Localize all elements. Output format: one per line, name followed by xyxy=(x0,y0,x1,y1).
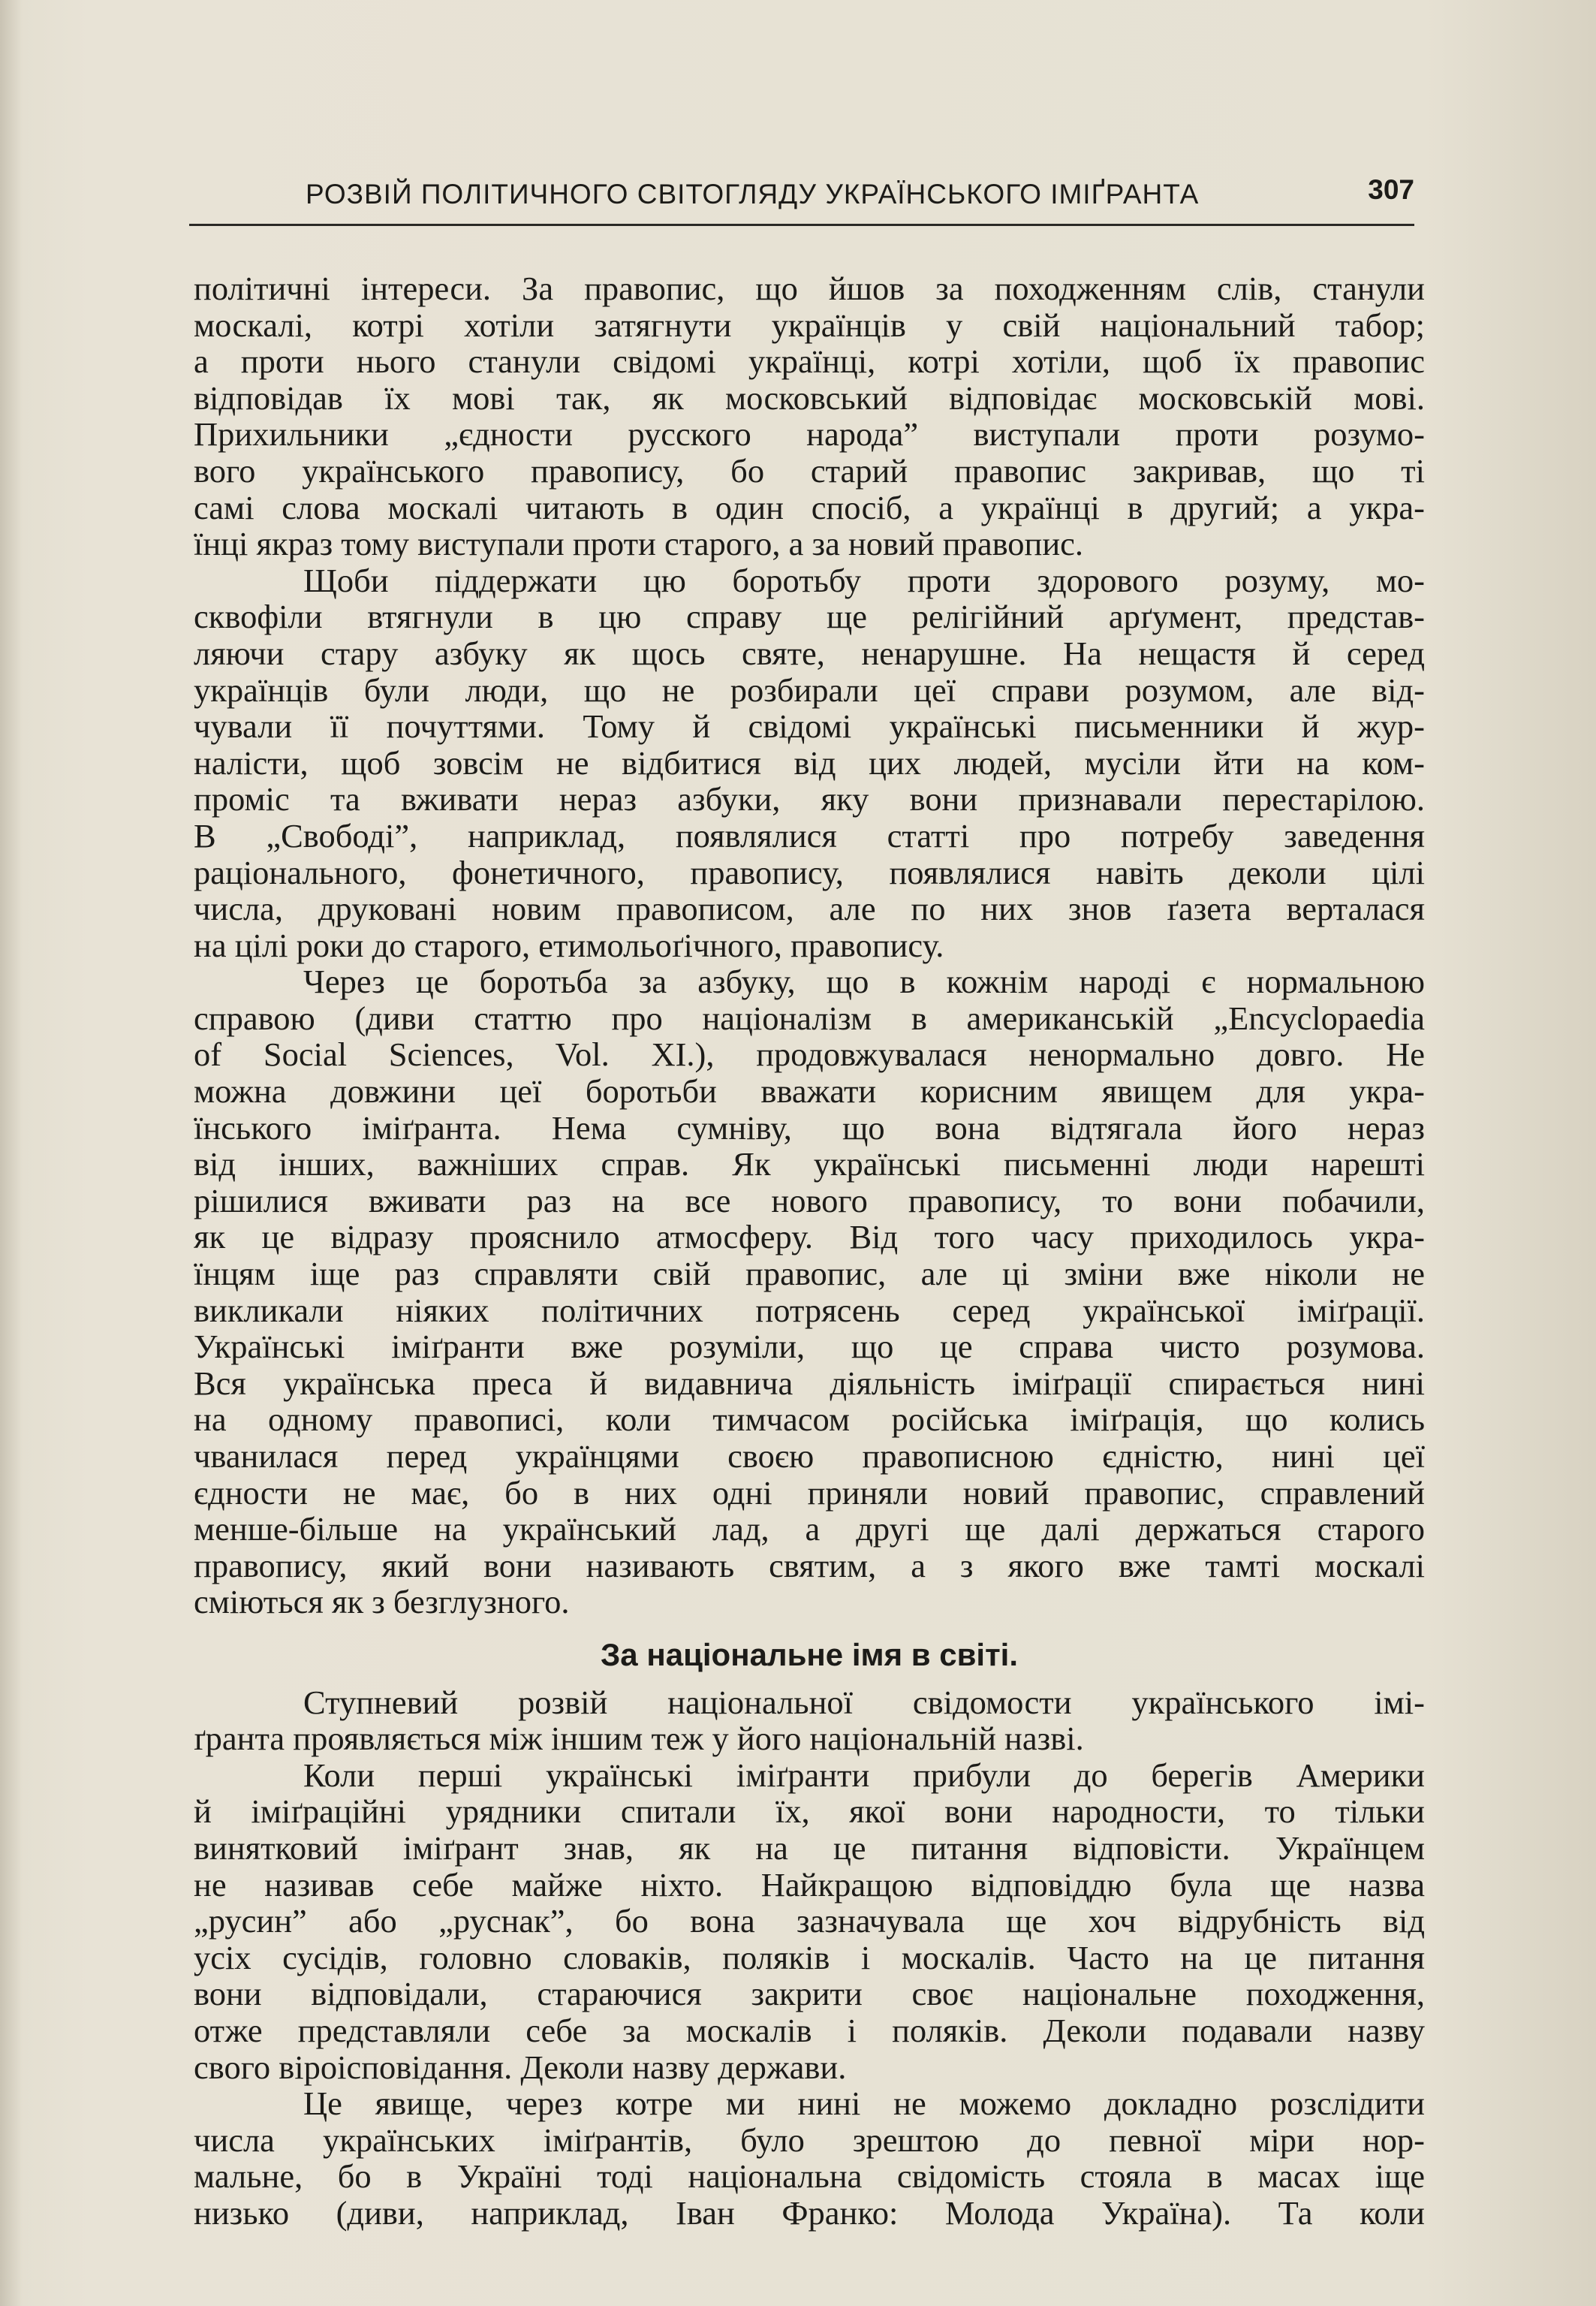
text-line: мальне, бо в Україні тоді національна свідомість стояла в масах іще xyxy=(194,2157,1425,2196)
text-line: політичні інтереси. За правопис, що йшов за походженням слів, станули xyxy=(194,270,1425,307)
text-line: від інших, важніших справ. Як українські письменні люди нарешті xyxy=(194,1145,1425,1183)
text-line: свого віроісповідання. Деколи назву держави. xyxy=(194,2048,847,2086)
text-line: вони відповідали, стараючися закрити своє національне походження, xyxy=(194,1975,1425,2013)
running-title: РОЗВІЙ ПОЛІТИЧНОГО СВІТОГЛЯДУ УКРАЇНСЬКОГО ІМІҐРАНТА xyxy=(306,179,1200,209)
section-heading: За національне імя в світі. xyxy=(601,1636,1018,1672)
text-line: Щоби піддержати цю боротьбу проти здорового розуму, мо- xyxy=(303,561,1425,599)
text-line: вого українського правопису, бо старий правопис закривав, що ті xyxy=(194,451,1425,490)
text-line: Українські іміґранти вже розуміли, що це справа чисто розумова. xyxy=(194,1328,1425,1366)
text-line: В „Свободі”, наприклад, появлялися статті про потребу заведення xyxy=(194,816,1425,855)
text-line: усіх сусідів, головно словаків, поляків і москалів. Часто на це питання xyxy=(194,1938,1425,1976)
text-line: Прихильники „єдности русского народа” виступали проти розумо- xyxy=(194,415,1425,454)
text-line: налісти, щоб зовсім не відбитися від цих людей, мусіли йти на ком- xyxy=(194,743,1425,782)
text-line: викликали ніяких політичних потрясень серед української іміґрації. xyxy=(194,1291,1425,1329)
text-line: можна довжини цеї боротьби вважати корисним явищем для укра- xyxy=(194,1072,1425,1111)
text-line: їнського іміґранта. Нема сумніву, що вона відтягала його нераз xyxy=(194,1108,1425,1147)
text-line: українців були люди, що не розбирали цеї справи розумом, але від- xyxy=(194,671,1425,709)
text-line: чували її почуттями. Тому й свідомі українські письменники й жур- xyxy=(194,707,1425,746)
text-line: сквофіли втягнули в цю справу ще релігійний арґумент, представ- xyxy=(194,598,1425,636)
text-line: проміс та вживати нераз азбуки, яку вони признавали перестарілою. xyxy=(194,780,1425,818)
text-line: їнці якраз тому виступали проти старого, а за новий правопис. xyxy=(194,525,1084,563)
text-line: на одному правописі, коли тимчасом російська іміґрація, що колись xyxy=(194,1400,1425,1439)
text-line: числа українських іміґрантів, було зрештою до певної міри нор- xyxy=(194,2121,1425,2159)
text-line: москалі, котрі хотіли затягнути українців у свій національний табор; xyxy=(194,306,1425,344)
text-line: на цілі роки до старого, етимольоґічного, правопису. xyxy=(194,926,944,964)
text-line: Вся українська преса й видавнича діяльність іміґрації спирається нині xyxy=(194,1364,1425,1402)
text-line: самі слова москалі читають в один спосіб, а українці в другий; а укра- xyxy=(194,488,1425,526)
text-line: винятковий іміґрант знав, як на це питання відповісти. Українцем xyxy=(194,1828,1425,1867)
text-line: низько (диви, наприклад, Іван Франко: Молода Україна). Та коли xyxy=(194,2193,1425,2232)
text-line: „русин” або „руснак”, бо вона зазначувала ще хоч відрубність від xyxy=(194,1902,1425,1940)
text-line: як це відразу прояснило атмосферу. Від того часу приходилось укра- xyxy=(194,1218,1425,1256)
running-header xyxy=(189,173,1414,227)
text-line: Ступневий розвій національної свідомости українського імі- xyxy=(303,1683,1425,1721)
text-line: раціонального, фонетичного, правопису, появлялися навіть деколи цілі xyxy=(194,853,1425,891)
text-line: відповідав їх мові так, як московський відповідає московській мові. xyxy=(194,378,1425,417)
text-line: ляючи стару азбуку як щось святе, ненарушне. На нещастя й серед xyxy=(194,634,1425,672)
text-line: справою (диви статтю про націоналізм в американській „Encyclopaedia xyxy=(194,999,1425,1037)
text-line: ґранта проявляється між іншим теж у його національній назві. xyxy=(194,1720,1084,1758)
text-line: рішилися вживати раз на все нового правопису, то вони побачили, xyxy=(194,1181,1425,1219)
text-line: of Social Sciences, Vol. XI.), продовжувалася ненормально довго. Не xyxy=(194,1035,1425,1074)
text-line: їнцям іще раз справляти свій правопис, але ці зміни вже ніколи не xyxy=(194,1255,1425,1293)
text-line: Через це боротьба за азбуку, що в кожнім народі є нормальною xyxy=(303,963,1425,1001)
text-line: правопису, який вони називають святим, а з якого вже тамті москалі xyxy=(194,1546,1425,1584)
text-line: чванилася перед українцями своєю правописною єдністю, нині цеї xyxy=(194,1437,1425,1475)
text-line: менше-більше на український лад, а другі ще далі держаться старого xyxy=(194,1510,1425,1548)
body-text xyxy=(194,270,1425,2231)
page-number: 307 xyxy=(1368,174,1414,205)
text-line: числа, друковані новим правописом, але по них знов ґазета верталася xyxy=(194,890,1425,928)
text-line: не називав себе майже ніхто. Найкращою відповіддю була ще назва xyxy=(194,1865,1425,1904)
text-line: а проти нього станули свідомі українці, котрі хотіли, щоб їх правопис xyxy=(194,342,1425,381)
text-line: єдности не має, бо в них одні приняли новий правопис, справлений xyxy=(194,1473,1425,1512)
text-line: отже представляли себе за москалів і поляків. Деколи подавали назву xyxy=(194,2011,1425,2049)
header-rule xyxy=(189,224,1414,226)
text-line: Коли перші українські іміґранти прибули до берегів Америки xyxy=(303,1756,1425,1794)
text-line: Це явище, через котре ми нині не можемо докладно розслідити xyxy=(303,2084,1425,2123)
text-line: й іміґраційні урядники спитали їх, якої вони народности, то тільки xyxy=(194,1792,1425,1831)
text-line: сміються як з безглузного. xyxy=(194,1583,570,1621)
